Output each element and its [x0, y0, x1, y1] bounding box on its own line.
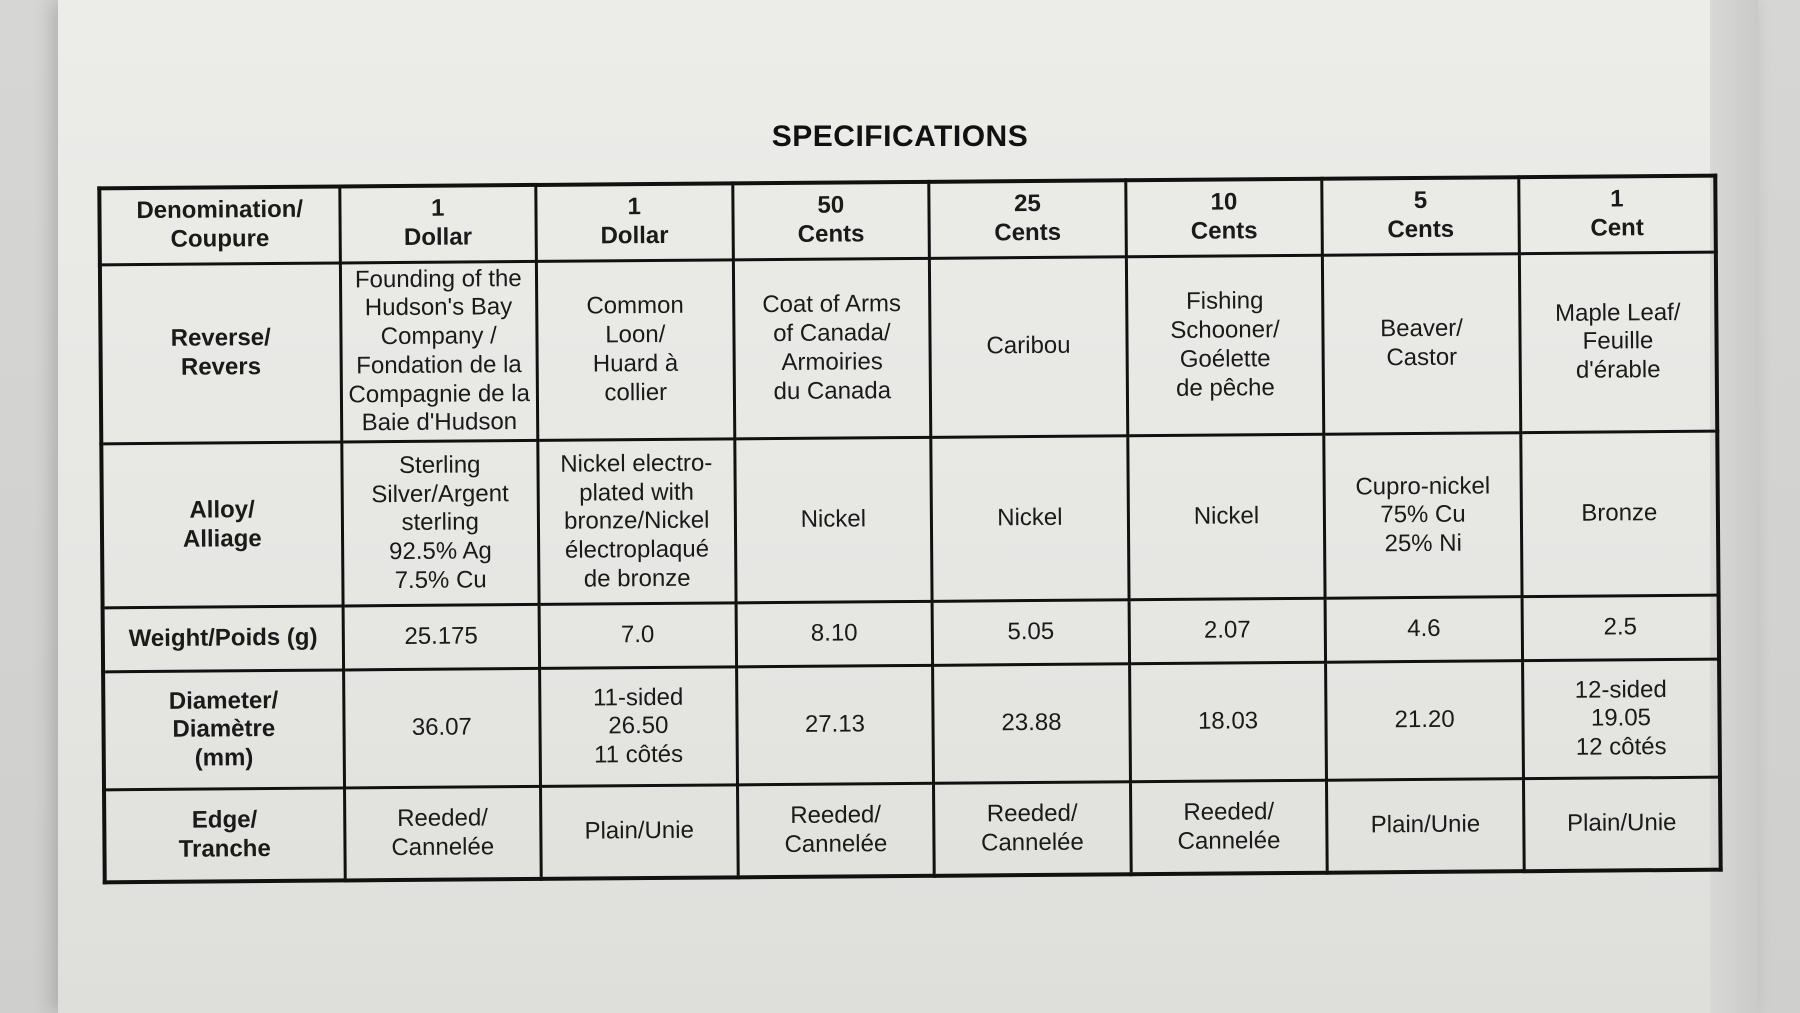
row-label-reverse: Reverse/ Revers	[100, 262, 341, 444]
table-cell: 18.03	[1129, 663, 1326, 783]
table-cell: Reeded/ Cannelée	[737, 784, 934, 878]
row-label-edge: Edge/ Tranche	[104, 788, 345, 882]
table-cell: Bronze	[1521, 431, 1719, 597]
table-row-edge	[104, 777, 1721, 882]
table-cell: Nickel	[931, 436, 1129, 602]
table-cell: 2.07	[1129, 599, 1326, 665]
table-cell: Coat of Arms of Canada/ Armoiries du Canada	[733, 258, 931, 439]
header-cell: 1 Dollar	[536, 183, 733, 261]
table-cell: 36.07	[343, 669, 540, 789]
table-cell: Common Loon/ Huard à collier	[536, 259, 734, 440]
table-cell: Nickel electro- plated with bronze/Nickel électroplaqué de bronze	[538, 439, 736, 605]
table-cell: 21.20	[1326, 661, 1523, 781]
table-cell: Caribou	[930, 256, 1128, 437]
row-label-weight: Weight/Poids (g)	[103, 606, 343, 672]
table-cell: Nickel	[734, 438, 932, 604]
table-cell: 23.88	[933, 664, 1130, 784]
table-cell: 5.05	[932, 600, 1129, 666]
row-label-diameter: Diameter/ Diamètre (mm)	[103, 670, 344, 790]
table-cell: Beaver/ Castor	[1323, 253, 1521, 434]
table-cell: Maple Leaf/ Feuille d'érable	[1519, 252, 1717, 433]
header-cell: 50 Cents	[732, 182, 929, 260]
header-cell: 1 Cent	[1519, 176, 1716, 254]
table-cell: 7.0	[539, 603, 736, 669]
table-cell: 8.10	[736, 602, 933, 668]
specifications-table	[97, 174, 1722, 884]
table-row-alloy	[101, 431, 1718, 608]
table-cell: 2.5	[1522, 595, 1719, 661]
table-cell: Sterling Silver/Argent sterling 92.5% Ag 7.5% Cu	[341, 441, 539, 607]
table-cell: Plain/Unie	[1523, 777, 1720, 871]
table-cell: Reeded/ Cannelée	[1130, 781, 1327, 875]
table-cell: Founding of the Hudson's Bay Company / Fondation de la Compagnie de la Baie d'Hudson	[340, 261, 538, 442]
table-cell: 4.6	[1325, 597, 1522, 663]
table-cell: Fishing Schooner/ Goélette de pêche	[1126, 255, 1324, 436]
header-cell: 10 Cents	[1126, 179, 1323, 257]
table-cell: 25.175	[343, 605, 540, 671]
table-cell: Reeded/ Cannelée	[934, 782, 1131, 876]
table-cell: Plain/Unie	[541, 785, 738, 879]
header-cell: 1 Dollar	[339, 185, 536, 263]
header-label-denomination: Denomination/ Coupure	[99, 186, 340, 264]
table-cell: Plain/Unie	[1327, 779, 1524, 873]
table-header-row	[99, 176, 1716, 265]
table-row-reverse	[100, 252, 1717, 444]
table-cell: Nickel	[1128, 435, 1326, 601]
header-cell: 5 Cents	[1322, 177, 1519, 255]
table-cell: 27.13	[736, 666, 933, 786]
table-cell: 12-sided 19.05 12 côtés	[1522, 659, 1720, 779]
table-cell: 11-sided 26.50 11 côtés	[540, 667, 737, 787]
table-row-diameter	[103, 659, 1720, 790]
page-title: SPECIFICATIONS	[771, 120, 1029, 153]
table-cell: Reeded/ Cannelée	[344, 787, 541, 881]
row-label-alloy: Alloy/ Alliage	[101, 442, 342, 608]
header-cell: 25 Cents	[929, 180, 1126, 258]
table-cell: Cupro-nickel 75% Cu 25% Ni	[1324, 433, 1522, 599]
